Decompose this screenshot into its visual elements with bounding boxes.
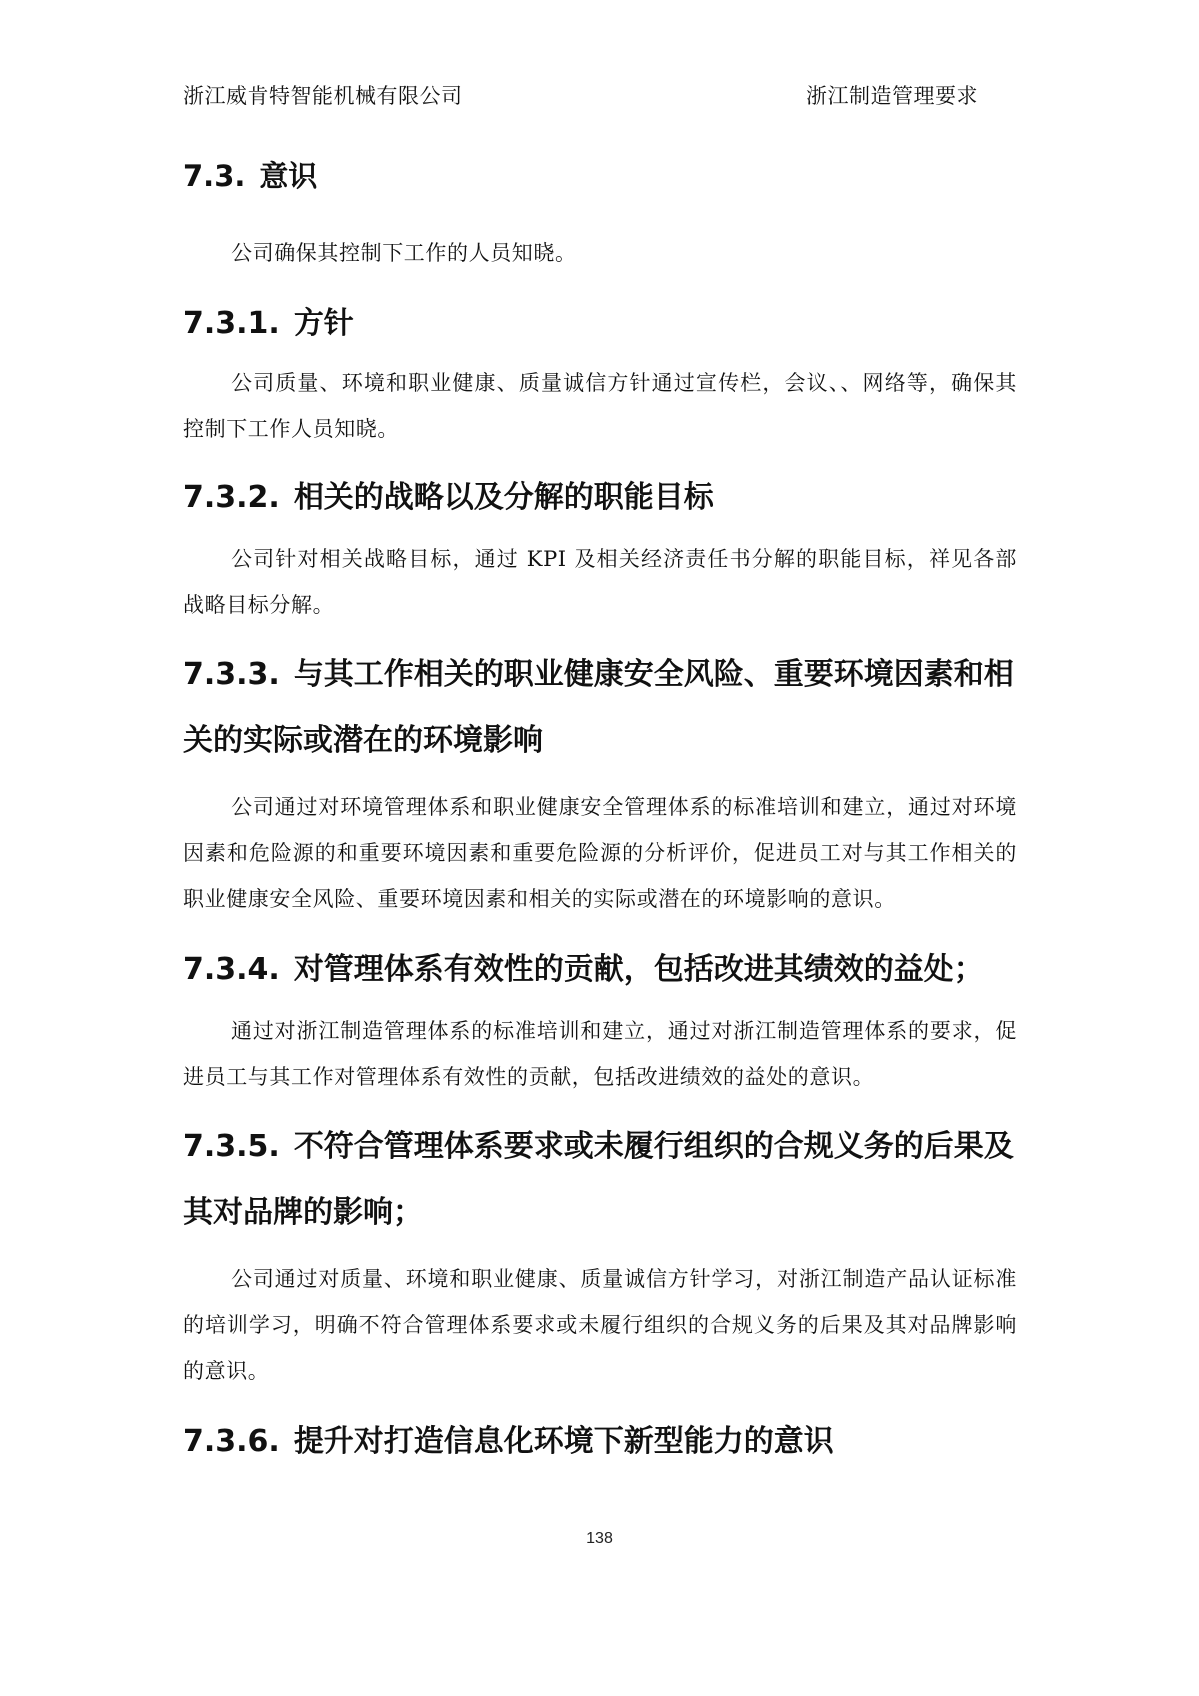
section-paragraph: 通过对浙江制造管理体系的标准培训和建立，通过对浙江制造管理体系的要求，促进员工与其工作对管理体系有效性的贡献，包括改进绩效的益处的意识。: [183, 1019, 1017, 1089]
section-number: 7.3.5.: [183, 1129, 280, 1164]
section-number: 7.3.6.: [183, 1424, 280, 1459]
section-title: 对管理体系有效性的贡献，包括改进其绩效的益处；: [293, 952, 984, 987]
section-title: 不符合管理体系要求或未履行组织的合规义务的后果及其对品牌的影响；: [183, 1129, 1014, 1230]
section-title: 方针: [293, 306, 354, 341]
section-heading-7-3-1: [183, 302, 1017, 346]
header-company-name: 浙江威肯特智能机械有限公司: [183, 84, 463, 108]
section-title: 与其工作相关的职业健康安全风险、重要环境因素和相关的实际或潜在的环境影响: [183, 657, 1014, 758]
section-number: 7.3.3.: [183, 657, 280, 692]
page-number: 138: [586, 1530, 613, 1547]
section-heading-7-3-3: [183, 642, 1017, 774]
section-title: 提升对打造信息化环境下新型能力的意识: [293, 1424, 834, 1459]
section-heading-7-3-2: [183, 476, 1017, 520]
section-paragraph: 公司针对相关战略目标，通过 KPI 及相关经济责任书分解的职能目标，祥见各部战略目标分解。: [183, 547, 1017, 617]
section-paragraph: 公司通过对环境管理体系和职业健康安全管理体系的标准培训和建立，通过对环境因素和危险源的和重要环境因素和重要危险源的分析评价，促进员工对与其工作相关的职业健康安全风险、重要环境因素和相关的实际或潜在的环境影响的意识。: [183, 795, 1017, 911]
header-document-title: 浙江制造管理要求: [806, 84, 978, 108]
section-title: 意识: [259, 159, 318, 193]
section-paragraph: 公司通过对质量、环境和职业健康、质量诚信方针学习，对浙江制造产品认证标准的培训学习，明确不符合管理体系要求或未履行组织的合规义务的后果及其对品牌影响的意识。: [183, 1267, 1017, 1383]
section-number: 7.3.1.: [183, 306, 280, 341]
section-number: 7.3.: [183, 159, 246, 193]
section-paragraph: 公司质量、环境和职业健康、质量诚信方针通过宣传栏，会议、、网络等，确保其控制下工作人员知晓。: [183, 371, 1017, 441]
section-heading-7-3: [183, 154, 1017, 198]
section-title: 相关的战略以及分解的职能目标: [293, 480, 714, 515]
document-body: [183, 150, 1017, 1464]
page-header: [183, 80, 1016, 112]
section-heading-7-3-5: [183, 1114, 1017, 1246]
section-heading-7-3-6: [183, 1420, 1017, 1464]
section-number: 7.3.4.: [183, 952, 280, 987]
section-number: 7.3.2.: [183, 480, 280, 515]
section-paragraph: 公司确保其控制下工作的人员知晓。: [231, 241, 577, 265]
section-heading-7-3-4: [183, 948, 1017, 992]
